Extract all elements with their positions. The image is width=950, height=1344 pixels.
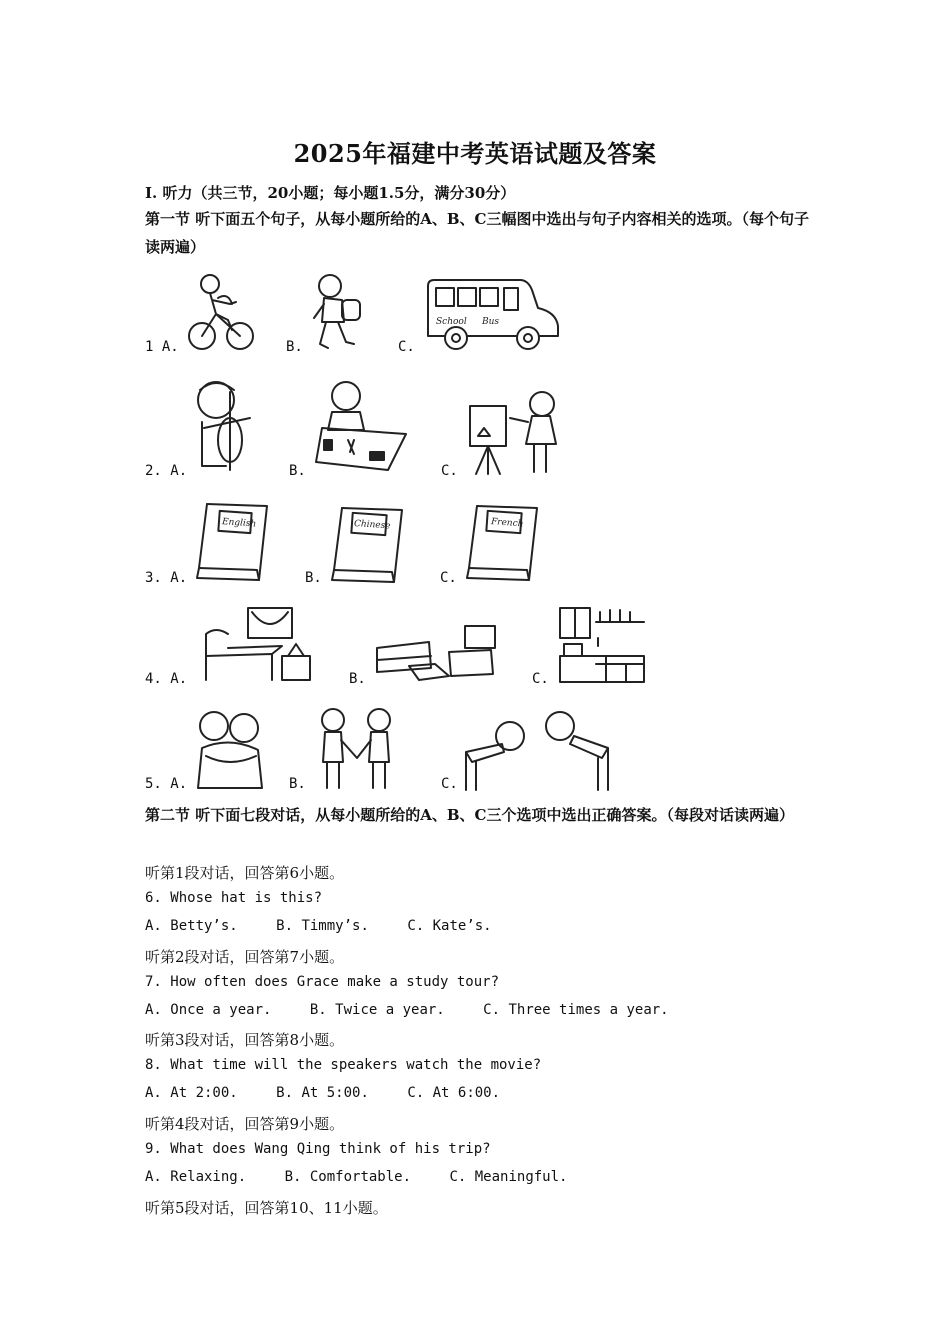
q8-option-c[interactable]: C. At 6:00. [407,1085,501,1101]
boy-playing-cello-icon [190,378,256,474]
q4-label-c: C. [532,671,549,687]
q7-option-a[interactable]: A. Once a year. [145,1002,272,1018]
shaking-hands-icon [315,706,399,790]
q7-option-b[interactable]: B. Twice a year. [309,1002,445,1018]
bowing-icon [462,708,612,790]
walking-student-icon [308,272,368,352]
bus-text-school: School [436,317,467,327]
q8-option-b[interactable]: B. At 5:00. [276,1085,369,1101]
question-6-options [145,918,492,934]
q6-option-c[interactable]: C. Kate’s. [407,918,492,934]
kitchen-icon [556,604,648,684]
page-title: 2025年福建中考英语试题及答案 [293,139,657,168]
q2-label-c: C. [441,463,458,479]
hugging-icon [192,708,268,790]
q3-label-b: B. [305,570,322,586]
q1-label-a: 1 A. [145,339,179,355]
dialog3-prompt: 听第3段对话，回答第8小题。 [145,1031,345,1049]
q3-label-c: C. [440,570,457,586]
book-title-chinese: Chinese [353,518,391,532]
book-chinese-icon [328,504,406,586]
q9-option-b[interactable]: B. Comfortable. [284,1169,412,1185]
q6-option-a[interactable]: A. Betty’s. [145,918,238,934]
q4-label-b: B. [349,671,366,687]
q8-option-a[interactable]: A. At 2:00. [145,1085,238,1101]
question-8: 8. What time will the speakers watch the movie? [145,1057,542,1073]
q9-option-a[interactable]: A. Relaxing. [145,1169,247,1185]
question-9: 9. What does Wang Qing think of his trip? [145,1141,491,1157]
school-bus-icon [424,276,562,352]
girl-painting-icon [466,388,564,476]
section1-instruction: 第一节 听下面五个句子，从每小题所给的A、B、C三幅图中选出与句子内容相关的选项。（每个句子读两遍） [145,210,809,256]
q2-label-b: B. [289,463,306,479]
q5-label-a: 5. A. [145,776,188,792]
book-title-french: French [490,517,524,530]
bus-text-bus: Bus [482,317,500,327]
living-room-icon [373,622,499,684]
book-title-english: English [221,517,257,530]
q4-label-a: 4. A. [145,671,188,687]
q3-label-a: 3. A. [145,570,188,586]
dialog2-prompt: 听第2段对话，回答第7小题。 [145,948,345,966]
question-9-options [145,1169,567,1185]
q5-label-b: B. [289,776,306,792]
book-english-icon [193,500,271,584]
q2-label-a: 2. A. [145,463,188,479]
riding-bike-icon [188,272,254,354]
part1-heading: Ⅰ. 听力（共三节，20小题；每小题1.5分，满分30分） [145,184,516,202]
q9-option-c[interactable]: C. Meaningful. [449,1169,568,1185]
question-8-options [145,1085,500,1101]
dialog1-prompt: 听第1段对话，回答第6小题。 [145,864,345,882]
q7-option-c[interactable]: C. Three times a year. [483,1002,669,1018]
section2-instruction: 第二节 听下面七段对话，从每小题所给的A、B、C三个选项中选出正确答案。（每段对话读两遍） [145,806,794,824]
question-6: 6. Whose hat is this? [145,890,323,906]
q1-label-c: C. [398,339,415,355]
q6-option-b[interactable]: B. Timmy’s. [276,918,369,934]
q1-label-b: B. [286,339,303,355]
bedroom-icon [200,604,314,684]
book-french-icon [463,502,541,584]
question-7-options [145,1002,669,1018]
dialog4-prompt: 听第4段对话，回答第9小题。 [145,1115,345,1133]
question-7: 7. How often does Grace make a study tour? [145,974,500,990]
boy-calligraphy-icon [318,378,408,472]
q5-label-c: C. [441,776,458,792]
dialog5-prompt: 听第5段对话，回答第10、11小题。 [145,1199,388,1217]
